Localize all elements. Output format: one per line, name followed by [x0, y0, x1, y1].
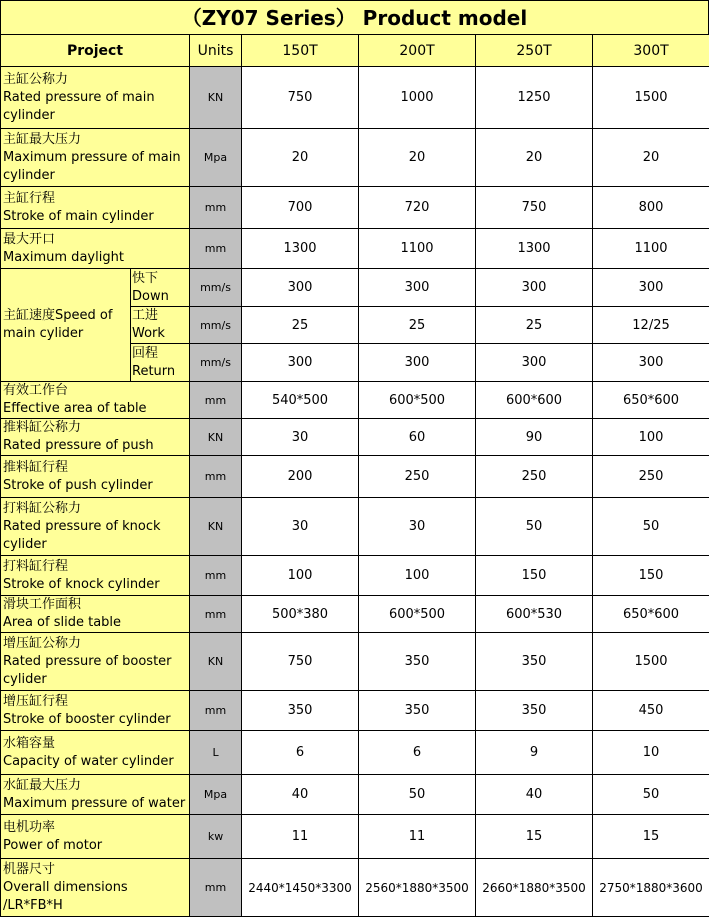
value-cell: 30	[242, 419, 359, 456]
value-cell: 300	[359, 269, 476, 307]
value-cell: 2750*1880*3600	[593, 859, 709, 917]
project-label-cn: 增压缸公称力	[3, 635, 187, 653]
value-cell: 90	[476, 419, 593, 456]
value-cell: 250	[593, 456, 709, 498]
value-cell: 300	[476, 344, 593, 382]
value-cell: 750	[242, 67, 359, 129]
unit-cell: mm	[190, 382, 242, 419]
value-cell: 600*500	[359, 596, 476, 633]
project-label	[1, 633, 190, 691]
value-cell: 600*600	[476, 382, 593, 419]
value-cell: 350	[476, 633, 593, 691]
table-row	[1, 815, 709, 859]
value-cell: 1100	[593, 229, 709, 269]
table-row	[1, 382, 709, 419]
project-label	[1, 129, 190, 187]
value-cell: 100	[359, 556, 476, 596]
project-label-cn: 打料缸行程	[3, 558, 187, 576]
speed-group-label: 主缸速度Speed of main cylider	[1, 269, 131, 382]
project-label-cn: 推料缸行程	[3, 459, 187, 477]
value-cell: 2560*1880*3500	[359, 859, 476, 917]
table-row	[1, 691, 709, 731]
table-row	[1, 229, 709, 269]
value-cell: 15	[593, 815, 709, 859]
speed-sub-label-cn: 工进	[132, 307, 188, 325]
project-label-en: Maximum pressure of water	[3, 795, 187, 813]
project-label-cn: 增压缸行程	[3, 693, 187, 711]
table-row	[1, 419, 709, 456]
speed-sub-label	[131, 307, 190, 344]
value-cell: 9	[476, 731, 593, 775]
value-cell: 1000	[359, 67, 476, 129]
project-label-en: Stroke of knock cylinder	[3, 576, 187, 594]
project-label-cn: 推料缸公称力	[3, 419, 187, 437]
unit-cell: mm/s	[190, 344, 242, 382]
project-label-en: Maximum pressure of main cylinder	[3, 149, 187, 185]
project-label	[1, 498, 190, 556]
value-cell: 1500	[593, 67, 709, 129]
value-cell: 600*500	[359, 382, 476, 419]
unit-cell: mm	[190, 596, 242, 633]
table-row	[1, 269, 709, 307]
unit-cell: mm/s	[190, 307, 242, 344]
project-label-cn: 滑块工作面积	[3, 596, 187, 614]
value-cell: 150	[593, 556, 709, 596]
value-cell: 300	[242, 344, 359, 382]
project-label-cn: 机器尺寸	[3, 861, 187, 879]
project-label-en: Rated pressure of main cylinder	[3, 89, 187, 125]
value-cell: 800	[593, 187, 709, 229]
value-cell: 20	[242, 129, 359, 187]
unit-cell: kw	[190, 815, 242, 859]
project-label	[1, 419, 190, 456]
table-row	[1, 556, 709, 596]
units-header: Units	[190, 35, 242, 67]
model-header: 250T	[476, 35, 593, 67]
project-label-cn: 最大开口	[3, 231, 187, 249]
value-cell: 25	[476, 307, 593, 344]
project-label-en: Overall dimensions /LR*FB*H	[3, 879, 187, 915]
model-header: 200T	[359, 35, 476, 67]
value-cell: 1300	[242, 229, 359, 269]
unit-cell: mm	[190, 691, 242, 731]
project-label-en: Power of motor	[3, 837, 187, 855]
value-cell: 1500	[593, 633, 709, 691]
value-cell: 1100	[359, 229, 476, 269]
value-cell: 300	[359, 344, 476, 382]
value-cell: 350	[359, 633, 476, 691]
project-label	[1, 815, 190, 859]
unit-cell: Mpa	[190, 775, 242, 815]
unit-cell: mm	[190, 859, 242, 917]
table-row	[1, 596, 709, 633]
project-label	[1, 859, 190, 917]
project-label	[1, 229, 190, 269]
table-row	[1, 456, 709, 498]
unit-cell: KN	[190, 633, 242, 691]
unit-cell: L	[190, 731, 242, 775]
value-cell: 700	[242, 187, 359, 229]
project-label-cn: 水缸最大压力	[3, 777, 187, 795]
value-cell: 25	[242, 307, 359, 344]
project-label-cn: 主缸公称力	[3, 71, 187, 89]
value-cell: 500*380	[242, 596, 359, 633]
speed-sub-label-en: Return	[132, 363, 188, 381]
value-cell: 720	[359, 187, 476, 229]
value-cell: 40	[476, 775, 593, 815]
value-cell: 60	[359, 419, 476, 456]
value-cell: 100	[242, 556, 359, 596]
value-cell: 300	[593, 344, 709, 382]
value-cell: 30	[242, 498, 359, 556]
project-label	[1, 775, 190, 815]
value-cell: 1300	[476, 229, 593, 269]
table-row	[1, 775, 709, 815]
value-cell: 11	[359, 815, 476, 859]
unit-cell: KN	[190, 498, 242, 556]
value-cell: 540*500	[242, 382, 359, 419]
value-cell: 2660*1880*3500	[476, 859, 593, 917]
value-cell: 40	[242, 775, 359, 815]
value-cell: 150	[476, 556, 593, 596]
project-header: Project	[1, 35, 190, 67]
value-cell: 50	[593, 775, 709, 815]
unit-cell: mm	[190, 229, 242, 269]
unit-cell: mm	[190, 456, 242, 498]
project-label	[1, 556, 190, 596]
project-label-en: Stroke of main cylinder	[3, 208, 187, 226]
value-cell: 50	[476, 498, 593, 556]
value-cell: 15	[476, 815, 593, 859]
value-cell: 650*600	[593, 382, 709, 419]
project-label-en: Rated pressure of knock cylider	[3, 518, 187, 554]
value-cell: 12/25	[593, 307, 709, 344]
project-label	[1, 187, 190, 229]
project-label-en: Stroke of booster cylinder	[3, 711, 187, 729]
project-label-en: Capacity of water cylinder	[3, 753, 187, 771]
value-cell: 300	[242, 269, 359, 307]
value-cell: 50	[359, 775, 476, 815]
project-label	[1, 382, 190, 419]
value-cell: 25	[359, 307, 476, 344]
project-label	[1, 731, 190, 775]
value-cell: 300	[476, 269, 593, 307]
table-row	[1, 187, 709, 229]
value-cell: 100	[593, 419, 709, 456]
header-row	[1, 35, 709, 67]
table-row	[1, 498, 709, 556]
value-cell: 50	[593, 498, 709, 556]
value-cell: 350	[359, 691, 476, 731]
value-cell: 750	[476, 187, 593, 229]
value-cell: 1250	[476, 67, 593, 129]
unit-cell: Mpa	[190, 129, 242, 187]
value-cell: 250	[476, 456, 593, 498]
project-label	[1, 691, 190, 731]
project-label-en: Rated pressure of push	[3, 437, 187, 455]
project-label-cn: 有效工作台	[3, 382, 187, 400]
value-cell: 10	[593, 731, 709, 775]
project-label-cn: 主缸最大压力	[3, 131, 187, 149]
speed-sub-label-cn: 回程	[132, 345, 188, 363]
value-cell: 350	[476, 691, 593, 731]
value-cell: 350	[242, 691, 359, 731]
project-label	[1, 67, 190, 129]
value-cell: 2440*1450*3300	[242, 859, 359, 917]
value-cell: 20	[476, 129, 593, 187]
value-cell: 450	[593, 691, 709, 731]
unit-cell: mm	[190, 556, 242, 596]
unit-cell: mm/s	[190, 269, 242, 307]
spec-table-body	[1, 35, 709, 917]
speed-sub-label	[131, 269, 190, 307]
unit-cell: KN	[190, 67, 242, 129]
project-label-cn: 主缸行程	[3, 190, 187, 208]
project-label-cn: 电机功率	[3, 819, 187, 837]
value-cell: 20	[359, 129, 476, 187]
page-title: （ZY07 Series） Product model	[0, 0, 709, 34]
value-cell: 11	[242, 815, 359, 859]
spec-table	[0, 34, 709, 917]
speed-sub-label	[131, 344, 190, 382]
table-row	[1, 67, 709, 129]
value-cell: 750	[242, 633, 359, 691]
table-row	[1, 129, 709, 187]
value-cell: 250	[359, 456, 476, 498]
unit-cell: mm	[190, 187, 242, 229]
project-label-en: Rated pressure of booster cylider	[3, 653, 187, 689]
value-cell: 650*600	[593, 596, 709, 633]
value-cell: 200	[242, 456, 359, 498]
value-cell: 600*530	[476, 596, 593, 633]
project-label-en: Stroke of push cylinder	[3, 477, 187, 495]
value-cell: 6	[359, 731, 476, 775]
project-label-en: Effective area of table	[3, 400, 187, 418]
unit-cell: KN	[190, 419, 242, 456]
project-label-en: Maximum daylight	[3, 249, 187, 267]
table-row	[1, 859, 709, 917]
speed-sub-label-en: Down	[132, 288, 188, 306]
value-cell: 30	[359, 498, 476, 556]
model-header: 300T	[593, 35, 709, 67]
project-label-cn: 水箱容量	[3, 735, 187, 753]
speed-sub-label-cn: 快下	[132, 270, 188, 288]
project-label-cn: 打料缸公称力	[3, 500, 187, 518]
project-label	[1, 456, 190, 498]
table-row	[1, 633, 709, 691]
value-cell: 20	[593, 129, 709, 187]
value-cell: 300	[593, 269, 709, 307]
value-cell: 6	[242, 731, 359, 775]
project-label	[1, 596, 190, 633]
model-header: 150T	[242, 35, 359, 67]
speed-sub-label-en: Work	[132, 325, 188, 343]
project-label-en: Area of slide table	[3, 614, 187, 632]
table-row	[1, 731, 709, 775]
